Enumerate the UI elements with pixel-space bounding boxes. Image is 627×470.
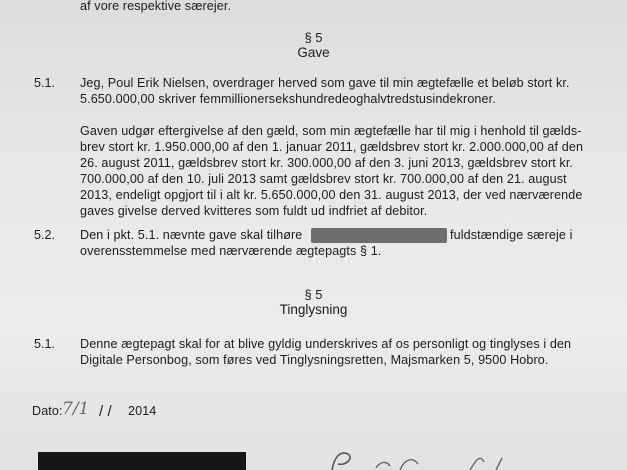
clause-line: fuldstændige særeje i [450,228,573,242]
signature-redaction [38,452,246,470]
clause-line: brev stort kr. 1.950.000,00 af den 1. januar 2011, gældsbrev stort kr. 2.000.000,00 af den [80,140,584,154]
section-title-tinglysning: Tinglysning [279,302,348,317]
clause-line: 700.000,00 af den 10. juli 2013 samt gældsbrev stort kr. 700.000,00 af den 21. august [80,172,567,186]
clause-number: 5.1. [34,337,56,351]
signature-icon [320,440,520,470]
clause-line: gaves givelse derved kvitteres som fuldt ud indfriet af debitor. [80,204,428,218]
section-title-gave: Gave [297,45,330,60]
section-symbol-tinglysning: § 5 [304,287,323,302]
clause-line: Gaven udgør eftergivelse af den gæld, som min ægtefælle har til mig i henhold til gælds- [80,124,582,138]
date-label: Dato: [32,404,63,418]
clause-line: Digitale Personbog, som føres ved Tinglysningsretten, Majsmarken 5, 9500 Hobro. [80,353,549,367]
clause-line: Den i pkt. 5.1. nævnte gave skal tilhøre [80,228,303,242]
date-year: 2014 [128,404,157,418]
date-slashes: / / [99,403,112,420]
clause-line: 26. august 2011, gældsbrev stort kr. 300.000,00 af den 3. juni 2013, gældsbrev stort kr. [80,156,574,170]
redaction-bar [311,228,447,243]
clause-line: overensstemmelse med nærværende ægtepagts § 1. [80,244,382,258]
clause-number: 5.2. [34,228,56,242]
clause-line: 5.650.000,00 skriver femmillionersekshundredeoghalvtredstusindekroner. [80,92,496,106]
clause-number: 5.1. [34,76,56,90]
clause-line: Denne ægtepagt skal for at blive gyldig underskrives af os personligt og tinglyses i den [80,337,572,351]
clause-line: 2013, endeligt opgjort til i alt kr. 5.650.000,00 den 31. august 2013, der ved nærværende [80,188,583,202]
clause-line: Jeg, Poul Erik Nielsen, overdrager herved som gave til min ægtefælle et beløb stort kr. [80,76,570,90]
section-symbol-gave: § 5 [304,30,323,45]
date-handwritten: 7/1 [62,399,90,419]
top-text-line: af vore respektive særejer. [80,0,232,13]
